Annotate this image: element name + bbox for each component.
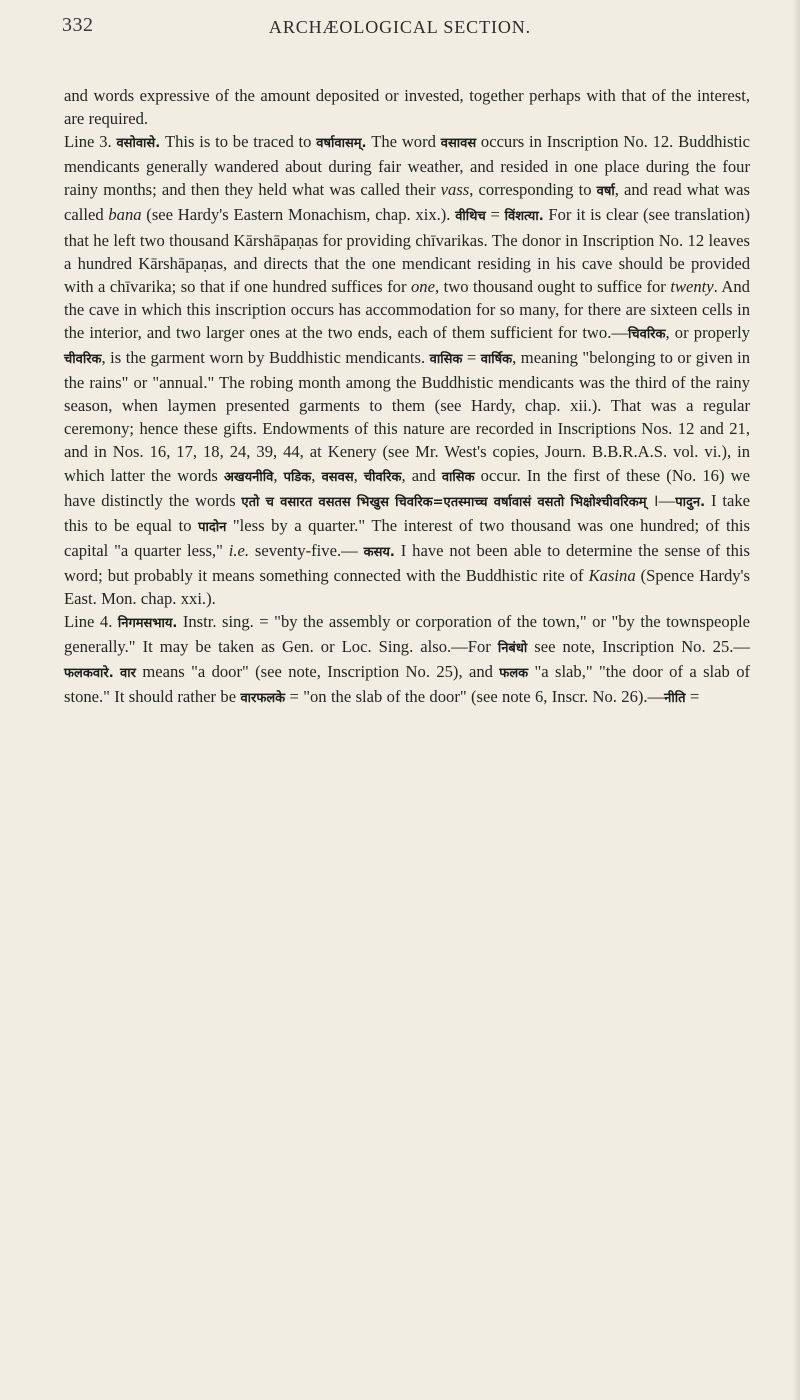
text-run: = xyxy=(685,687,700,707)
text-run: For it is clear (see translation) that he left two thousand Kārshāpaṇas for providing chīvarikas. The donor in Inscription No. 12 leaves a hundred Kārshāpaṇas, and directs that the one mendicant residing in his cave should be provided with a chīvarika; so that if one hundred suffices for xyxy=(64,205,751,296)
text-run: (see Hardy's Eastern Monachism, chap. xix.). xyxy=(141,205,456,225)
italic-term: i.e. xyxy=(228,540,250,560)
italic-term: one xyxy=(411,276,435,296)
text-run: , or properly xyxy=(665,322,750,342)
text-run: Line 4. xyxy=(64,612,118,632)
devanagari-term: विंशत्या. xyxy=(504,209,544,225)
text-run: "a slab," "the door of a slab of stone." It should rather be xyxy=(64,662,751,707)
devanagari-term: चीवरिक xyxy=(64,352,102,368)
italic-term: Kasina xyxy=(588,565,636,585)
italic-term: vass xyxy=(440,180,470,200)
text-run: ।— xyxy=(646,490,676,510)
devanagari-term: कसय. xyxy=(363,544,395,560)
text-run: The word xyxy=(366,132,441,152)
devanagari-term: पादोन xyxy=(198,519,227,535)
devanagari-term: वसवस xyxy=(321,469,354,485)
page-number: 332 xyxy=(62,14,94,36)
devanagari-term: पडिक xyxy=(283,469,312,485)
text-run: , is the garment worn by Buddhistic mendicants. xyxy=(101,348,430,368)
text-run: I take this to be equal to xyxy=(64,490,750,535)
page-edge-shadow xyxy=(792,0,800,1400)
text-run: Instr. sing. = "by the assembly or corporation of the town," or "by the townspeople generally." It may be taken as Gen. or Loc. Sing. also.—For xyxy=(64,612,750,657)
text-run: I have not been able to determine the sense of this word; but probably it means something connected with the Buddhistic rite of xyxy=(64,540,750,585)
text-run: , corresponding to xyxy=(469,180,597,200)
body-text xyxy=(64,84,750,710)
text-run: , xyxy=(273,465,284,485)
devanagari-term: चीवरिक xyxy=(363,469,402,485)
text-run: "less by a quarter." The interest of two thousand was one hundred; of this capital "a quarter less," xyxy=(64,515,750,560)
text-run: = xyxy=(485,205,505,225)
devanagari-term: वर्षा xyxy=(596,184,615,200)
devanagari-term: फलक xyxy=(499,666,529,682)
devanagari-term: वर्षावासम्. xyxy=(316,136,367,152)
text-run: , and read what was called xyxy=(64,180,750,225)
devanagari-term: वासिक xyxy=(441,469,475,485)
devanagari-term: नीति xyxy=(664,691,686,707)
paragraph xyxy=(64,84,750,130)
text-run: , xyxy=(311,465,322,485)
devanagari-term: वार्षिक xyxy=(480,352,513,368)
text-run: (Spence Hardy's East. Mon. chap. xxi.). xyxy=(64,565,750,608)
devanagari-term: अखयनीवि xyxy=(224,469,274,485)
devanagari-term: निबंधो xyxy=(497,641,528,657)
devanagari-term: वसोवासे. xyxy=(116,136,161,152)
devanagari-term: एतो च वसारत वसतस भिखुस चिवरिक=एतस्माच्च वर्षावासं वसतो भिक्षोश्चीवरिकम् xyxy=(241,494,647,510)
text-run: means "a door" (see note, Inscription No. 25), and xyxy=(135,662,500,682)
devanagari-term: फलकवारे. xyxy=(64,666,114,682)
text-run: occurs in Inscription No. 12. Buddhistic mendicants generally wandered about during fair weather, and resided in one place during the four rainy months; and then they held what was called their xyxy=(64,132,751,200)
text-run: occur. In the first of these (No. 16) we have distinctly the words xyxy=(64,465,750,510)
devanagari-term: वसावस xyxy=(440,136,477,152)
devanagari-term: निगमसभाय. xyxy=(117,616,178,632)
text-run: , two thousand ought to suffice for xyxy=(434,276,671,296)
text-run: , xyxy=(353,465,364,485)
text-run: , meaning "belonging to or given in the rains" or "annual." The robing month among the Buddhistic mendicants was the third of the rainy season, when laymen presented garments to them (see Hardy, chap. xii.). That was a regular ceremony; hence these gifts. Endowments of this nature are recorded in Inscriptions Nos. 12 and 21, and in Nos. 16, 17, 18, 24, 39, 44, at Kenery (see Mr. West's copies, Journ. B.B.R.A.S. vol. vi.), in which latter the words xyxy=(64,348,751,485)
running-head: ARCHÆOLOGICAL SECTION. xyxy=(268,17,532,37)
devanagari-term: वीथिच xyxy=(455,209,486,225)
text-run: and words expressive of the amount deposited or invested, together perhaps with that of the interest, are required. xyxy=(64,86,750,129)
text-run: Line 3. xyxy=(64,132,117,152)
devanagari-term: वारफलके xyxy=(240,691,286,707)
text-run: = "on the slab of the door" (see note 6, Inscr. No. 26).— xyxy=(285,687,665,707)
text-run: see note, Inscription No. 25.— xyxy=(527,637,750,657)
devanagari-term: पादुन. xyxy=(675,494,706,510)
text-run: seventy-five.— xyxy=(249,540,364,560)
devanagari-term: चिवरिक xyxy=(627,326,666,342)
italic-term: twenty xyxy=(670,276,714,296)
paragraph xyxy=(64,130,750,610)
italic-term: bana xyxy=(108,205,142,225)
text-run: , and xyxy=(401,465,442,485)
text-run: = xyxy=(462,348,481,368)
devanagari-term: वासिक xyxy=(429,352,463,368)
text-run: . And the cave in which this inscription occurs has accommodation for so many, for there are sixteen cells in the interior, and two larger ones at the two ends, each of them sufficient for two.— xyxy=(64,276,750,342)
text-run: This is to be traced to xyxy=(160,132,317,152)
paragraph xyxy=(64,610,750,710)
devanagari-term: वार xyxy=(120,666,136,682)
